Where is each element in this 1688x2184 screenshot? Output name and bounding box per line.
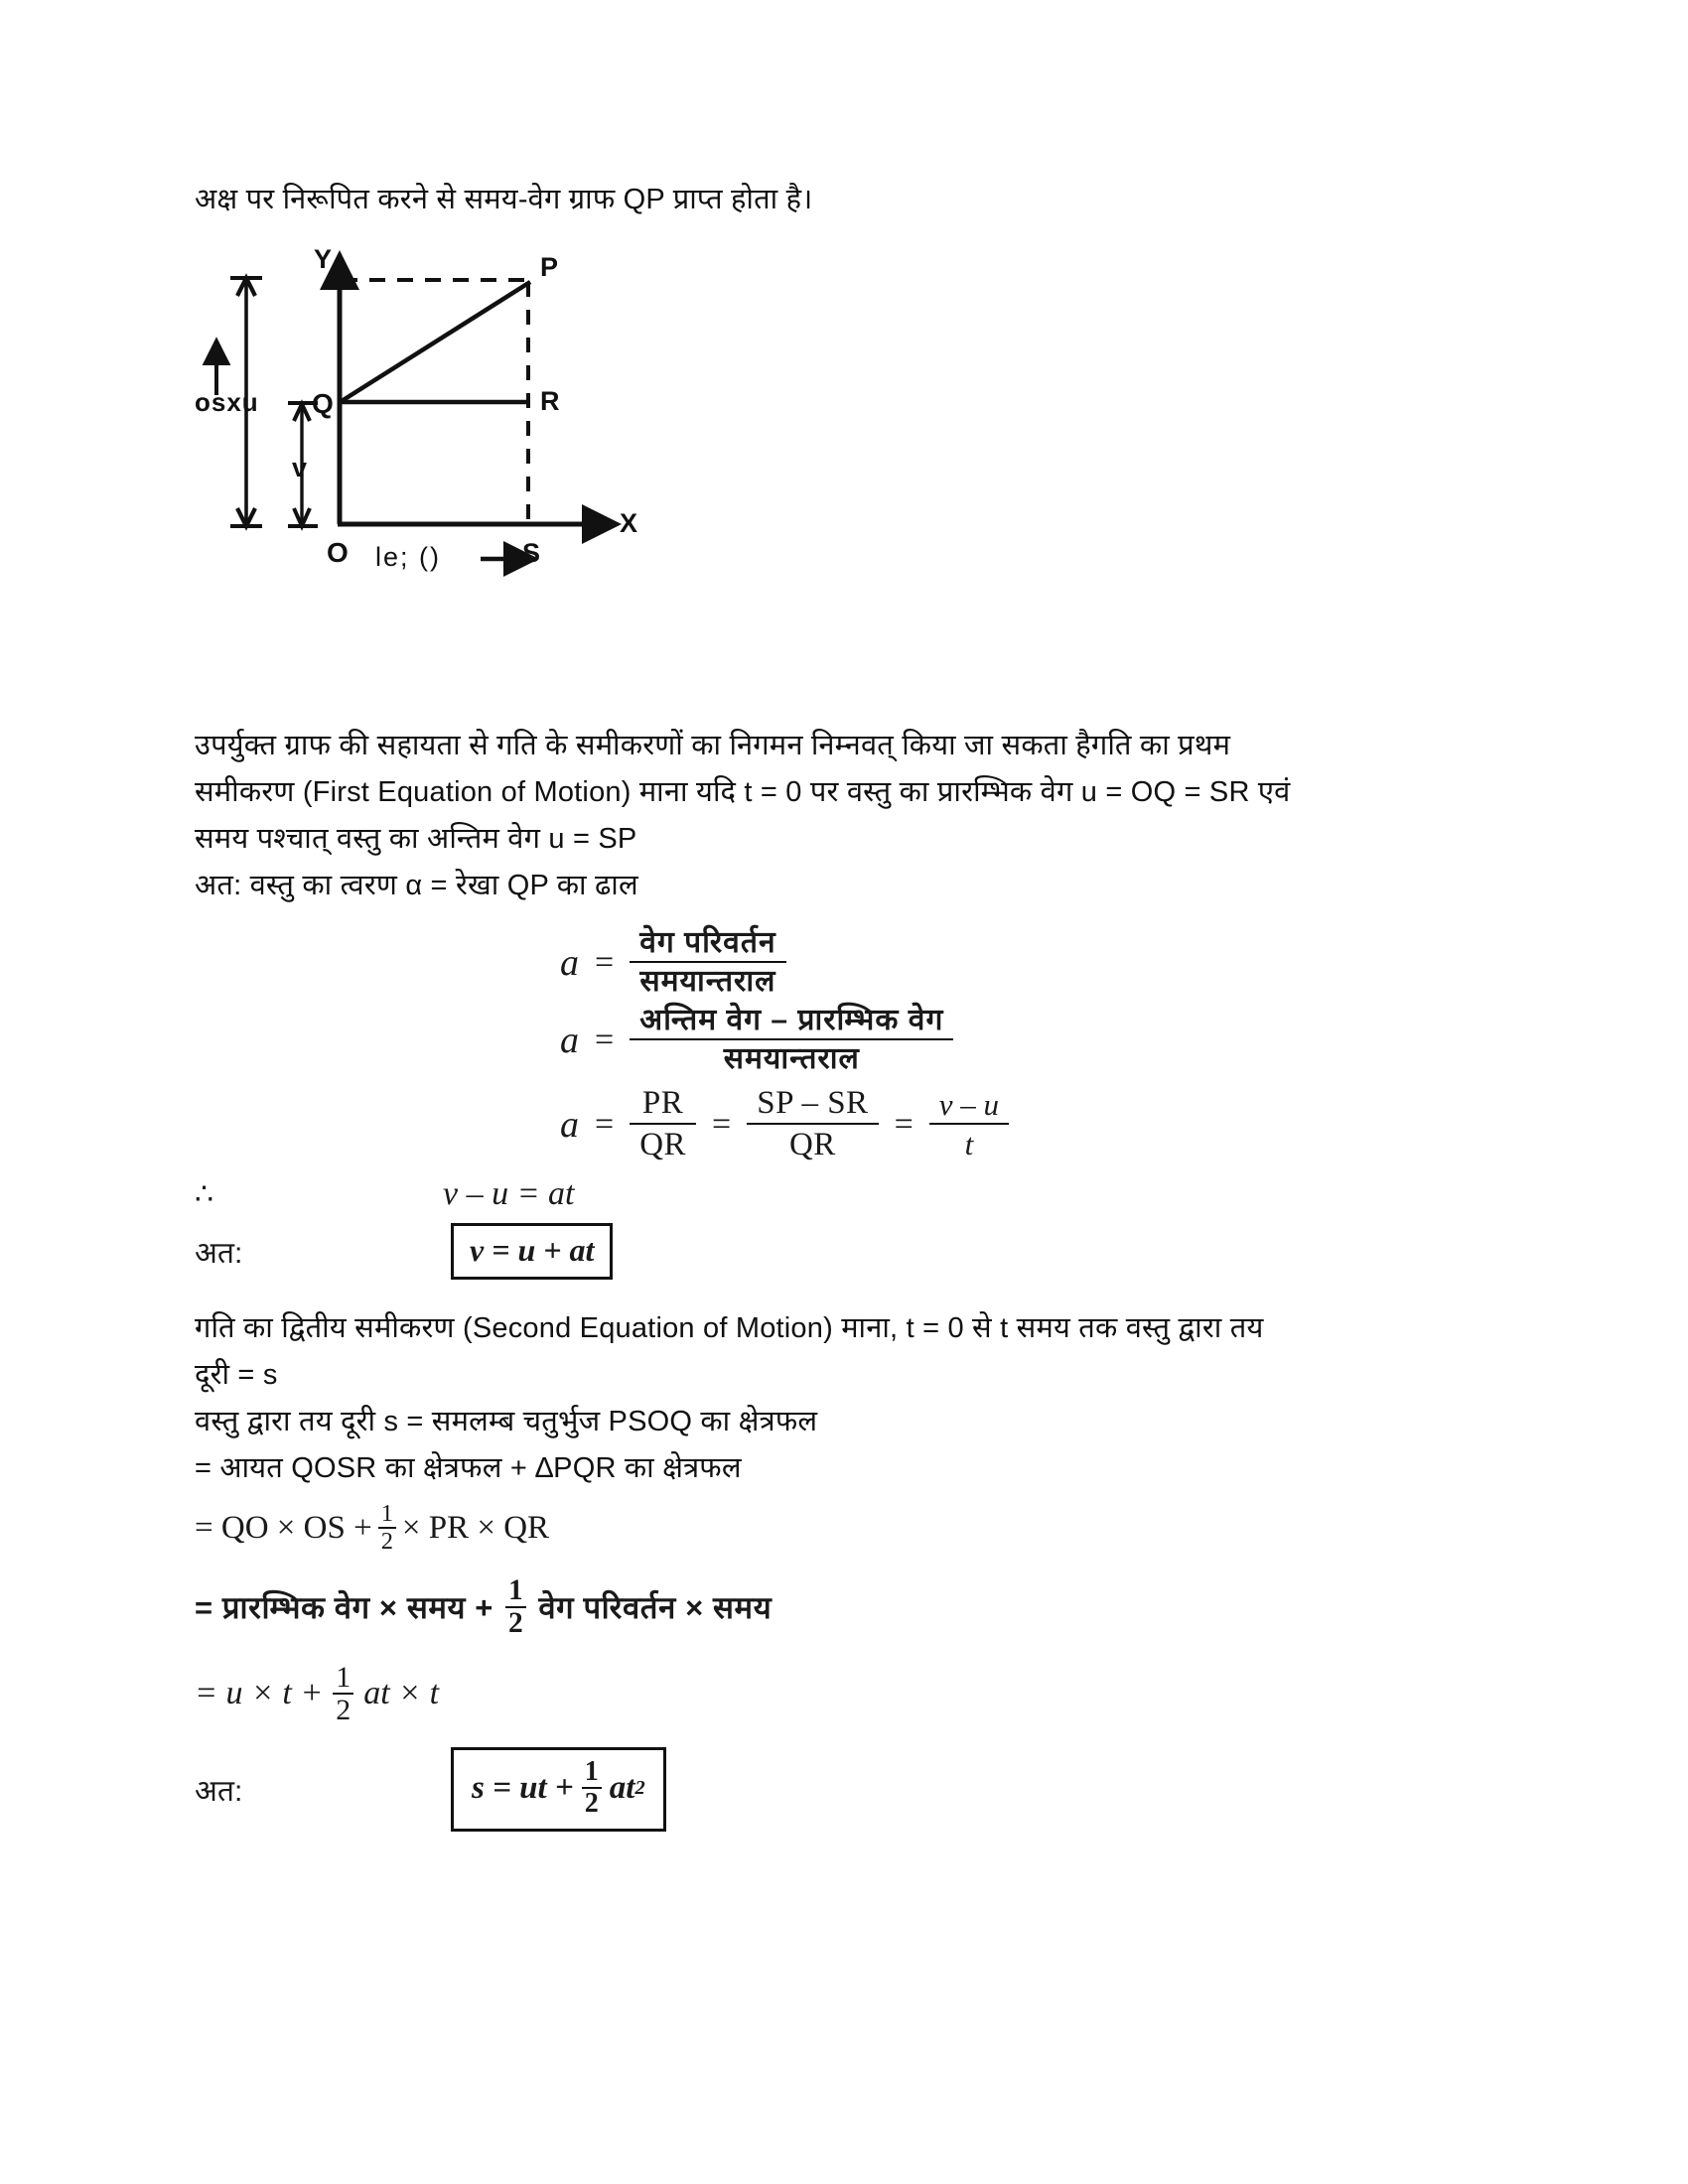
intro-line: अक्ष पर निरूपित करने से समय-वेग ग्राफ QP प्राप्त होता है। <box>195 184 813 215</box>
boxed-second-frac-num: 1 <box>584 1756 599 1788</box>
therefore-expression: v – u = at <box>443 1174 575 1212</box>
para2-line1: गति का द्वितीय समीकरण (Second Equation of Motion) माना, t = 0 से t समय तक वस्तु द्वारा तय <box>195 1311 1264 1344</box>
area-step2-suffix: वेग परिवर्तन × समय <box>538 1590 773 1626</box>
para1-line3: समय पश्चात् वस्तु का अन्तिम वेग u = SP <box>195 823 637 855</box>
therefore-symbol: ∴ <box>195 1177 214 1211</box>
eq3-fraction-1 <box>630 1086 696 1163</box>
y-axis-label: Y <box>314 244 333 274</box>
point-label-r: R <box>540 386 560 416</box>
eq3-frac2-den: QR <box>747 1123 878 1163</box>
line-qp <box>342 282 530 401</box>
eq3-equals-1: = <box>595 1105 615 1143</box>
eq1-lhs: a <box>560 941 579 984</box>
boxed-second-suffix: at <box>609 1769 635 1806</box>
point-label-s: S <box>522 538 541 568</box>
y-axis-quantity-label: osxu <box>195 387 259 417</box>
eq2-fraction <box>630 1005 953 1076</box>
eq3-fraction-3 <box>929 1088 1009 1161</box>
area-step2-frac-num: 1 <box>508 1573 524 1606</box>
para2-line3: वस्तु द्वारा तय दूरी s = समलम्ब चतुर्भुज PSOQ का क्षेत्रफल <box>195 1405 818 1437</box>
boxed-second-exponent: 2 <box>634 1776 645 1799</box>
eq3-lhs: a <box>560 1103 579 1146</box>
paragraph-second-equation <box>195 1305 1605 1492</box>
area-step1-suffix: × PR × QR <box>401 1509 550 1546</box>
boxed-second-prefix: s = ut + <box>472 1769 574 1806</box>
bracket-label-v: v <box>292 453 308 482</box>
boxed-second-equation <box>451 1747 666 1831</box>
area-step3-frac-num: 1 <box>336 1660 352 1694</box>
origin-label: O <box>327 537 349 568</box>
area-step-3 <box>195 1660 1605 1727</box>
para1-line1: उपर्युक्त ग्राफ की सहायता से गति के समीकरणों का निगमन निम्नवत् किया जा सकता हैगति का प्रथम <box>195 730 1231 761</box>
x-axis-label: X <box>620 508 638 538</box>
eq2-lhs: a <box>560 1019 579 1061</box>
ata-label-first: अत: <box>195 1236 243 1270</box>
area-step1-fraction <box>378 1499 396 1556</box>
equation-acceleration-3 <box>560 1086 1605 1163</box>
para2-line4: = आयत QOSR का क्षेत्रफल + ∆PQR का क्षेत्रफल <box>195 1451 742 1484</box>
area-step1-frac-num: 1 <box>380 1499 393 1527</box>
area-step3-prefix: = u × t + <box>195 1675 324 1712</box>
equation-acceleration-2 <box>560 1005 1605 1076</box>
para2-line2: दूरी = s <box>195 1358 278 1391</box>
eq1-numerator: वेग परिवर्तन <box>639 926 776 959</box>
area-step2-frac-den: 2 <box>505 1606 526 1638</box>
area-step2-fraction <box>505 1573 526 1640</box>
second-equation-result-row <box>195 1747 1605 1831</box>
para1-line4: अत: वस्तु का त्वरण α = रेखा QP का ढाल <box>195 870 638 901</box>
boxed-second-frac-den: 2 <box>582 1787 602 1818</box>
area-step-1 <box>195 1499 1605 1556</box>
para1-line2: समीकरण (First Equation of Motion) माना यदि t = 0 पर वस्तु का प्रारम्भिक वेग u = OQ = SR एवं <box>195 776 1291 808</box>
ata-label-second: अत: <box>195 1774 243 1808</box>
eq3-frac1-num: PR <box>641 1084 684 1121</box>
eq3-fraction-2 <box>747 1086 878 1163</box>
boxed-second-fraction <box>582 1758 602 1818</box>
eq2-denominator: समयान्तराल <box>630 1038 953 1075</box>
eq3-frac3-num: v – u <box>938 1086 1000 1122</box>
area-step3-suffix: at × t <box>363 1675 440 1712</box>
first-equation-result-row <box>195 1223 1605 1280</box>
eq2-numerator: अन्तिम वेग – प्रारम्भिक वेग <box>639 1003 944 1036</box>
eq3-frac1-den: QR <box>630 1123 696 1163</box>
area-step1-frac-den: 2 <box>378 1527 396 1554</box>
boxed-first-equation: v = u + at <box>451 1223 613 1280</box>
point-label-q: Q <box>312 388 334 419</box>
eq2-equals: = <box>595 1021 615 1058</box>
eq3-equals-2: = <box>712 1105 732 1143</box>
x-axis-caption: le; () <box>375 542 441 572</box>
eq3-frac2-num: SP – SR <box>757 1084 869 1121</box>
therefore-row <box>195 1175 1605 1213</box>
eq3-frac3-den: t <box>929 1123 1009 1160</box>
area-step-2 <box>195 1573 1605 1640</box>
area-step3-fraction <box>333 1660 353 1727</box>
eq1-fraction <box>630 927 785 999</box>
area-step2-prefix: = प्रारम्भिक वेग × समय + <box>195 1590 494 1626</box>
eq1-denominator: समयान्तराल <box>630 961 785 998</box>
page-content <box>195 177 1605 1832</box>
equation-acceleration-1 <box>560 927 1605 999</box>
eq1-equals: = <box>595 943 615 981</box>
eq3-equals-3: = <box>894 1105 914 1143</box>
area-step3-frac-den: 2 <box>333 1693 353 1725</box>
graph-svg <box>195 236 850 663</box>
point-label-p: P <box>540 252 559 282</box>
paragraph-first-equation <box>195 723 1605 909</box>
velocity-time-graph-diagram <box>195 236 850 663</box>
area-step1-prefix: = QO × OS + <box>195 1509 372 1546</box>
